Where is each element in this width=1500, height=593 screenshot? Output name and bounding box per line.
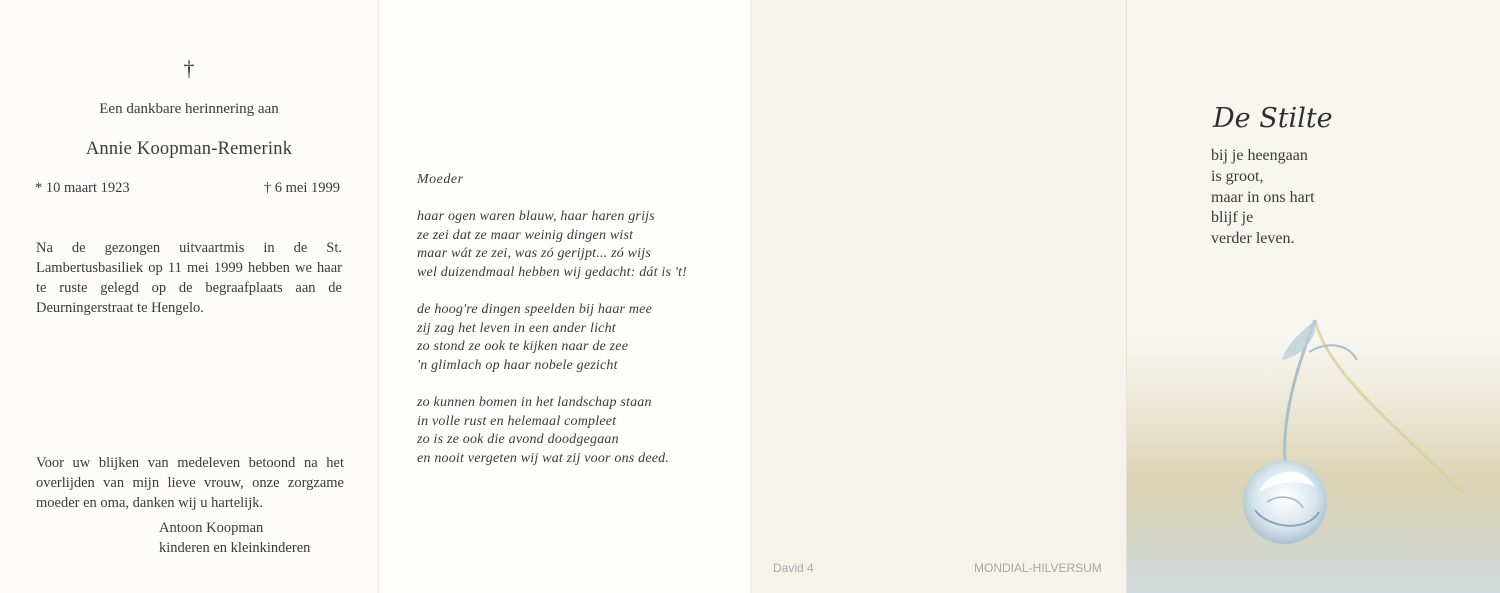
funeral-paragraph: Na de gezongen uitvaartmis in de St. Lambertusbasiliek op 11 mei 1999 hebben we haar te ruste gelegd op de begraafplaats aan de Deurningerstraat te Hengelo. [36, 240, 342, 316]
imprint-publisher: MONDIAL-HILVERSUM [974, 561, 1102, 575]
poem-line: 'n glimlach op haar nobele gezicht [417, 357, 618, 373]
signature-line: Antoon Koopman [159, 520, 264, 536]
cover-title: De Stilte [1213, 103, 1333, 134]
memorial-panel [0, 0, 378, 593]
back-panel [750, 0, 1126, 593]
birth-date: * 10 maart 1923 [35, 180, 130, 196]
poem-panel [378, 0, 751, 593]
poem-line: en nooit vergeten wij wat zij voor ons deed. [417, 450, 670, 466]
poem-stanza [417, 208, 687, 282]
cover-line: maar in ons hart [1211, 188, 1315, 206]
poem-title: Moeder [417, 172, 464, 187]
poem-line: zo kunnen bomen in het landschap staan [417, 395, 652, 410]
poem-line: zo stond ze ook te kijken naar de zee [417, 339, 629, 355]
cover-line: is groot, [1211, 167, 1264, 185]
cross-icon: † [183, 56, 195, 81]
poem-line: maar wát ze zei, was zó gerijpt... zó wijs [417, 246, 651, 262]
rose-illustration [1187, 312, 1477, 552]
poem-stanza [417, 301, 652, 375]
poem-line: wel duizendmaal hebben wij gedacht: dát is 't! [417, 264, 687, 280]
intro-text: Een dankbare herinnering aan [99, 101, 279, 117]
poem-line: de hoog're dingen speelden bij haar mee [417, 302, 652, 317]
signature [159, 518, 310, 558]
cover-line: verder leven. [1211, 230, 1295, 248]
signature-line: kinderen en kleinkinderen [159, 540, 311, 556]
poem-stanza [417, 394, 669, 468]
poem-line: ze zei dat ze maar weinig dingen wist [417, 227, 634, 243]
death-date: † 6 mei 1999 [263, 180, 340, 196]
cover-panel [1126, 0, 1500, 593]
poem-line: in volle rust en helemaal compleet [417, 413, 617, 429]
poem-line: haar ogen waren blauw, haar haren grijs [417, 209, 655, 224]
thanks-paragraph: Voor uw blijken van medeleven betoond na het overlijden van mijn lieve vrouw, onze zorgzame moeder en oma, danken wij u hartelijk. [36, 455, 344, 511]
cover-line: bij je heengaan [1211, 147, 1308, 164]
deceased-name: Annie Koopman-Remerink [85, 139, 293, 159]
poem-line: zo is ze ook die avond doodgegaan [417, 432, 619, 448]
imprint-code: David 4 [773, 561, 814, 575]
poem-line: zij zag het leven in een ander licht [417, 320, 616, 336]
cover-line: blijf je [1211, 209, 1254, 227]
cover-text [1211, 146, 1315, 250]
